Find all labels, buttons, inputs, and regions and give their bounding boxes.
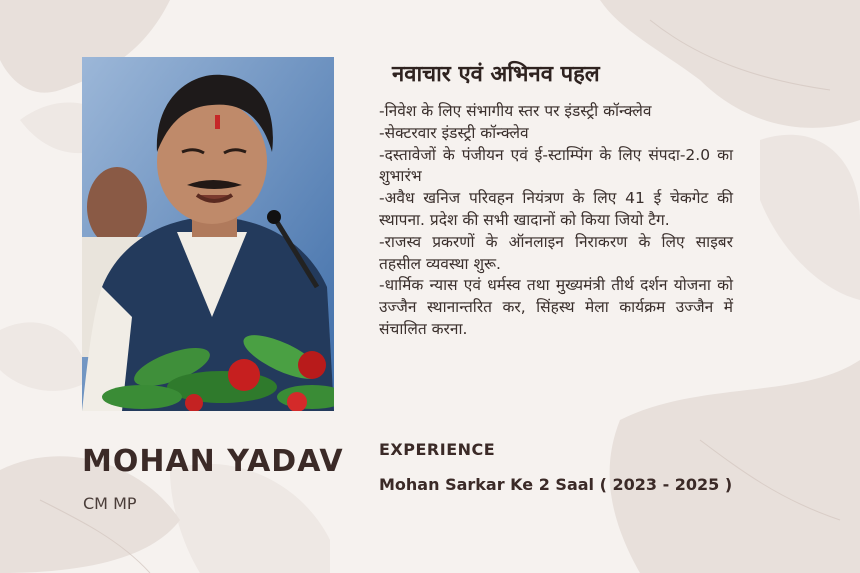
- initiative-item: -सेक्टरवार इंडस्ट्री कॉन्क्लेव: [379, 123, 529, 142]
- experience-heading: EXPERIENCE: [379, 440, 496, 459]
- profile-name: MOHAN YADAV: [82, 444, 344, 479]
- initiatives-title: नवाचार एवं अभिनव पहल: [392, 62, 600, 87]
- experience-detail: Mohan Sarkar Ke 2 Saal ( 2023 - 2025 ): [379, 475, 733, 494]
- initiatives-list: [379, 101, 733, 341]
- initiative-item: -दस्तावेजों के पंजीयन एवं ई-स्टाम्पिंग के लिए संपदा-2.0 का शुभारंभ: [379, 145, 733, 186]
- initiative-item: -अवैध खनिज परिवहन नियंत्रण के लिए 41 ई चेकगेट की स्थापना. प्रदेश की सभी खादानों को किया जियो टैग.: [379, 189, 733, 229]
- initiative-item: -धार्मिक न्यास एवं धर्मस्व तथा मुख्यमंत्री तीर्थ दर्शन योजना को उज्जैन स्थानान्तरित कर, सिंहस्थ मेला कार्यक्रम उज्जैन में संचालित करना.: [379, 276, 733, 338]
- profile-photo: [82, 57, 334, 411]
- profile-role: CM MP: [83, 494, 137, 513]
- initiative-item: -राजस्व प्रकरणों के ऑनलाइन निराकरण के लिए साइबर तहसील व्यवस्था शुरू.: [379, 232, 733, 273]
- initiative-item: -निवेश के लिए संभागीय स्तर पर इंडस्ट्री कॉन्क्लेव: [379, 102, 652, 120]
